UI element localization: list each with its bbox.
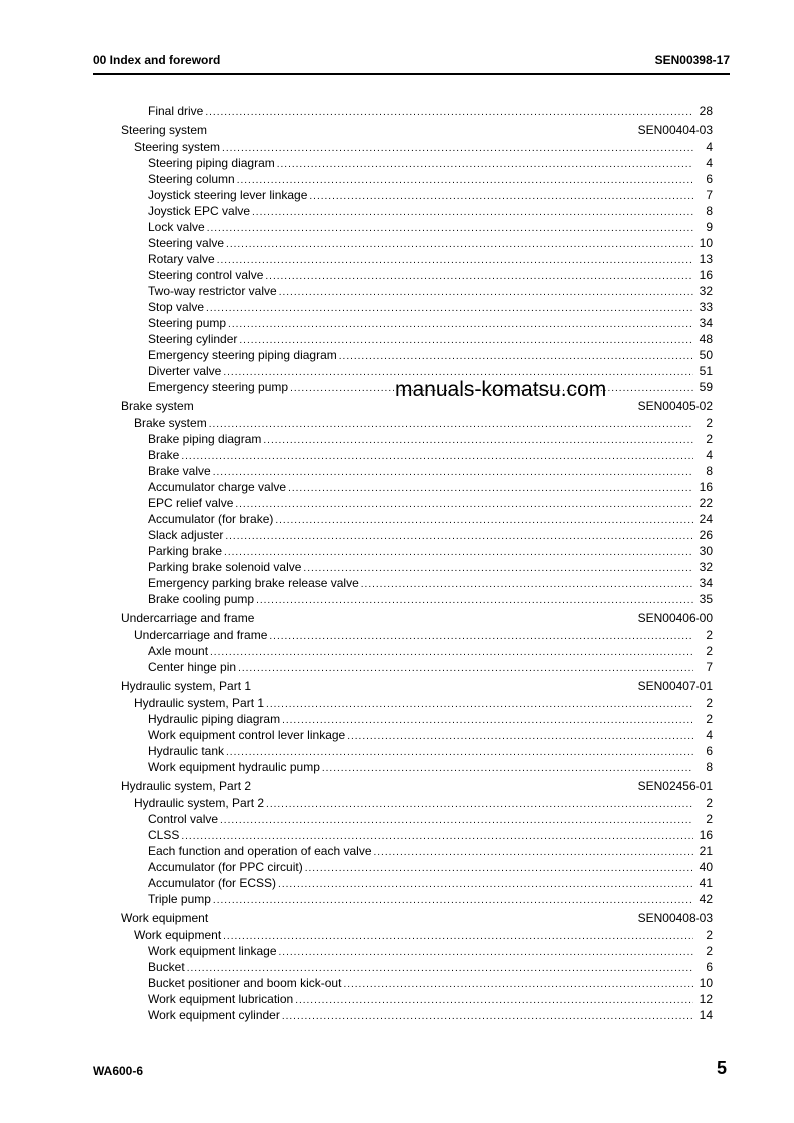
toc-entry-row[interactable]: [121, 627, 713, 643]
toc-entry-title: Triple pump: [148, 892, 211, 906]
dot-leader: [228, 317, 693, 331]
toc-entry-row[interactable]: [121, 659, 713, 675]
toc-entry-row[interactable]: [121, 559, 713, 575]
toc-page-number: 8: [706, 464, 713, 478]
toc-entry-title: Work equipment: [134, 928, 222, 942]
toc-page-number: 28: [699, 104, 713, 118]
toc-entry-title: Joystick steering lever linkage: [148, 188, 308, 202]
toc-entry-row[interactable]: [121, 743, 713, 759]
toc-entry-title: Stop valve: [148, 300, 205, 314]
dot-leader: [226, 745, 693, 759]
dot-leader: [343, 977, 693, 991]
dot-leader: [235, 497, 693, 511]
toc-entry-title: Bucket: [148, 960, 185, 974]
dot-leader: [347, 729, 693, 743]
toc-entry-row[interactable]: [121, 859, 713, 875]
dot-leader: [220, 813, 693, 827]
toc-page-number: 32: [699, 284, 713, 298]
dot-leader: [361, 577, 693, 591]
toc-page-number: 26: [699, 528, 713, 542]
toc-section-row[interactable]: [121, 677, 713, 695]
toc-page-number: 4: [706, 448, 713, 462]
dot-leader: [279, 945, 693, 959]
dot-leader: [181, 449, 693, 463]
dot-leader: [205, 105, 693, 119]
dot-leader: [209, 417, 693, 431]
toc-entry-title: Hydraulic system, Part 1: [121, 679, 252, 693]
toc-entry-title: Control valve: [148, 812, 219, 826]
toc-page-number: 2: [706, 944, 713, 958]
toc-doc-code: SEN00405-02: [637, 399, 713, 413]
toc-entry-title: Accumulator (for ECSS): [148, 876, 277, 890]
dot-leader: [278, 877, 693, 891]
dot-leader: [303, 561, 693, 575]
toc-entry-title: Brake system: [121, 399, 194, 413]
toc-entry-title: Parking brake: [148, 544, 223, 558]
toc-entry-title: Work equipment hydraulic pump: [148, 760, 320, 774]
toc-entry-row[interactable]: [121, 479, 713, 495]
dot-leader: [226, 237, 693, 251]
toc-entry-title: Steering system: [134, 140, 221, 154]
toc-page-number: 2: [706, 928, 713, 942]
toc-section-row[interactable]: [121, 909, 713, 927]
toc-entry-title: Steering pump: [148, 316, 227, 330]
toc-entry-row[interactable]: [121, 543, 713, 559]
toc-doc-code: SEN00404-03: [637, 123, 713, 137]
toc-entry-row[interactable]: [121, 1007, 713, 1023]
toc-entry-title: Each function and operation of each valve: [148, 844, 372, 858]
toc-entry-title: Accumulator (for brake): [148, 512, 274, 526]
dot-leader: [213, 893, 693, 907]
toc-entry-title: Final drive: [148, 104, 204, 118]
dot-leader: [225, 529, 693, 543]
watermark: manuals-komatsu.com: [395, 378, 607, 401]
toc-page-number: 34: [699, 576, 713, 590]
toc-entry-row[interactable]: [121, 891, 713, 907]
dot-leader: [266, 797, 693, 811]
toc-page-number: 10: [699, 976, 713, 990]
toc-page-number: 4: [706, 140, 713, 154]
toc-entry-title: Hydraulic system, Part 2: [134, 796, 265, 810]
toc-entry-title: Center hinge pin: [148, 660, 237, 674]
toc-page-number: 8: [706, 204, 713, 218]
toc-entry-row[interactable]: [121, 875, 713, 891]
toc-page-number: 6: [706, 744, 713, 758]
footer-page-number: 5: [717, 1058, 728, 1078]
toc-entry-row[interactable]: [121, 251, 713, 267]
toc-entry-row[interactable]: [121, 695, 713, 711]
dot-leader: [181, 829, 693, 843]
toc-entry-title: Rotary valve: [148, 252, 215, 266]
toc-entry-title: Steering piping diagram: [148, 156, 275, 170]
dot-leader: [217, 253, 693, 267]
toc-entry-title: Undercarriage and frame: [134, 628, 268, 642]
toc-entry-title: Work equipment lubrication: [148, 992, 294, 1006]
toc-page-number: 33: [699, 300, 713, 314]
dot-leader: [305, 861, 693, 875]
toc-entry-title: Steering cylinder: [148, 332, 238, 346]
toc-page-number: 7: [706, 188, 713, 202]
dot-leader: [187, 961, 693, 975]
dot-leader: [223, 365, 693, 379]
toc-page-number: 32: [699, 560, 713, 574]
dot-leader: [265, 269, 693, 283]
toc-entry-row[interactable]: [121, 267, 713, 283]
toc-page-number: 2: [706, 416, 713, 430]
toc-entry-title: Two-way restrictor valve: [148, 284, 277, 298]
toc-page-number: 2: [706, 644, 713, 658]
toc-entry-row[interactable]: [121, 103, 713, 119]
toc-doc-code: SEN00408-03: [637, 911, 713, 925]
toc-entry-row[interactable]: [121, 759, 713, 775]
toc-entry-title: Steering column: [148, 172, 235, 186]
toc-page-number: 21: [699, 844, 713, 858]
dot-leader: [282, 1009, 693, 1023]
dot-leader: [210, 645, 693, 659]
toc-doc-code: SEN00407-01: [637, 679, 713, 693]
toc-entry-title: Steering system: [121, 123, 208, 137]
header-section-title: 00 Index and foreword: [93, 53, 221, 67]
toc-entry-row[interactable]: [121, 447, 713, 463]
toc-page-number: 4: [706, 728, 713, 742]
toc-entry-row[interactable]: [121, 415, 713, 431]
toc-entry-title: Brake: [148, 448, 180, 462]
toc-page-number: 13: [699, 252, 713, 266]
dot-leader: [339, 349, 693, 363]
dot-leader: [256, 593, 693, 607]
toc-entry-title: Work equipment cylinder: [148, 1008, 280, 1022]
dot-leader: [309, 189, 693, 203]
toc-entry-row[interactable]: [121, 843, 713, 859]
toc-page-number: 8: [706, 760, 713, 774]
toc-entry-row[interactable]: [121, 975, 713, 991]
dot-leader: [222, 141, 693, 155]
toc-page-number: 22: [699, 496, 713, 510]
toc-page-number: 30: [699, 544, 713, 558]
dot-leader: [288, 481, 693, 495]
toc-entry-row[interactable]: [121, 347, 713, 363]
toc-entry-title: Brake piping diagram: [148, 432, 262, 446]
page-header: [93, 53, 730, 67]
toc-page-number: 6: [706, 172, 713, 186]
toc-entry-title: Hydraulic piping diagram: [148, 712, 281, 726]
toc-entry-title: Steering control valve: [148, 268, 264, 282]
toc-entry-title: Work equipment linkage: [148, 944, 277, 958]
toc-page-number: 6: [706, 960, 713, 974]
dot-leader: [269, 629, 693, 643]
toc-page-number: 16: [699, 480, 713, 494]
toc-entry-title: Lock valve: [148, 220, 205, 234]
toc-entry-row[interactable]: [121, 299, 713, 315]
toc-page-number: 14: [699, 1008, 713, 1022]
toc-doc-code: SEN02456-01: [637, 779, 713, 793]
toc-entry-row[interactable]: [121, 331, 713, 347]
toc-page-number: 41: [699, 876, 713, 890]
toc-entry-row[interactable]: [121, 155, 713, 171]
toc-entry-title: Steering valve: [148, 236, 225, 250]
toc-entry-row[interactable]: [121, 219, 713, 235]
dot-leader: [223, 929, 693, 943]
dot-leader: [282, 713, 693, 727]
toc-entry-title: Bucket positioner and boom kick-out: [148, 976, 342, 990]
toc-page-number: 2: [706, 796, 713, 810]
toc-page-number: 24: [699, 512, 713, 526]
toc-entry-title: Undercarriage and frame: [121, 611, 255, 625]
toc-entry-title: Hydraulic system, Part 2: [121, 779, 252, 793]
toc-entry-row[interactable]: [121, 811, 713, 827]
toc-page-number: 50: [699, 348, 713, 362]
header-doc-code: SEN00398-17: [654, 53, 730, 67]
toc-entry-title: Parking brake solenoid valve: [148, 560, 302, 574]
toc-entry-row[interactable]: [121, 431, 713, 447]
toc-entry-row[interactable]: [121, 711, 713, 727]
toc-entry-row[interactable]: [121, 187, 713, 203]
toc-page-number: 2: [706, 432, 713, 446]
dot-leader: [237, 173, 693, 187]
toc-entry-title: Accumulator charge valve: [148, 480, 287, 494]
toc-page-number: 16: [699, 828, 713, 842]
toc-entry-title: Axle mount: [148, 644, 209, 658]
toc-entry-title: Hydraulic tank: [148, 744, 225, 758]
toc-entry-title: Brake system: [134, 416, 207, 430]
dot-leader: [263, 433, 693, 447]
toc-entry-row[interactable]: [121, 495, 713, 511]
dot-leader: [238, 661, 693, 675]
toc-doc-code: SEN00406-00: [637, 611, 713, 625]
dot-leader: [206, 301, 693, 315]
toc-entry-row[interactable]: [121, 991, 713, 1007]
toc-entry-title: Accumulator (for PPC circuit): [148, 860, 303, 874]
toc-entry-title: Joystick EPC valve: [148, 204, 251, 218]
toc-entry-title: EPC relief valve: [148, 496, 234, 510]
dot-leader: [266, 697, 693, 711]
toc-entry-title: Hydraulic system, Part 1: [134, 696, 265, 710]
dot-leader: [275, 513, 693, 527]
toc-page-number: 34: [699, 316, 713, 330]
toc-page-number: 2: [706, 696, 713, 710]
toc-entry-title: Work equipment control lever linkage: [148, 728, 346, 742]
toc-section-row[interactable]: [121, 777, 713, 795]
footer-model: WA600-6: [93, 1064, 144, 1078]
toc-page-number: 40: [699, 860, 713, 874]
toc-entry-title: Brake valve: [148, 464, 211, 478]
toc-page-number: 2: [706, 712, 713, 726]
toc-entry-row[interactable]: [121, 139, 713, 155]
toc-entry-title: Emergency steering piping diagram: [148, 348, 337, 362]
toc-entry-title: CLSS: [148, 828, 180, 842]
toc-entry-title: Slack adjuster: [148, 528, 224, 542]
toc-section-row[interactable]: [121, 609, 713, 627]
toc-entry-row[interactable]: [121, 943, 713, 959]
toc-page-number: 7: [706, 660, 713, 674]
dot-leader: [213, 465, 693, 479]
toc-entry-row[interactable]: [121, 727, 713, 743]
toc-page-number: 16: [699, 268, 713, 282]
dot-leader: [322, 761, 693, 775]
toc-entry-row[interactable]: [121, 927, 713, 943]
toc-entry-row[interactable]: [121, 463, 713, 479]
toc-entry-row[interactable]: [121, 591, 713, 607]
toc-page-number: 9: [706, 220, 713, 234]
header-rule: [93, 73, 730, 75]
toc-page-number: 48: [699, 332, 713, 346]
dot-leader: [374, 845, 694, 859]
toc-entry-row[interactable]: [121, 235, 713, 251]
toc-page-number: 2: [706, 628, 713, 642]
toc-entry-row[interactable]: [121, 795, 713, 811]
toc-entry-row[interactable]: [121, 575, 713, 591]
toc-page-number: 51: [699, 364, 713, 378]
toc-entry-row[interactable]: [121, 827, 713, 843]
toc-entry-title: Work equipment: [121, 911, 209, 925]
toc-entry-row[interactable]: [121, 527, 713, 543]
toc-entry-row[interactable]: [121, 171, 713, 187]
toc-entry-row[interactable]: [121, 363, 713, 379]
toc-page-number: 42: [699, 892, 713, 906]
toc-page-number: 35: [699, 592, 713, 606]
dot-leader: [295, 993, 693, 1007]
toc-entry-row[interactable]: [121, 203, 713, 219]
dot-leader: [252, 205, 693, 219]
dot-leader: [239, 333, 693, 347]
table-of-contents: [121, 103, 713, 1023]
toc-entry-row[interactable]: [121, 643, 713, 659]
toc-entry-title: Brake cooling pump: [148, 592, 255, 606]
toc-page-number: 10: [699, 236, 713, 250]
toc-page-number: 2: [706, 812, 713, 826]
toc-entry-row[interactable]: [121, 283, 713, 299]
toc-entry-title: Emergency parking brake release valve: [148, 576, 359, 590]
toc-page-number: 12: [699, 992, 713, 1006]
dot-leader: [207, 221, 693, 235]
toc-entry-row[interactable]: [121, 315, 713, 331]
toc-entry-title: Diverter valve: [148, 364, 222, 378]
toc-section-row[interactable]: [121, 121, 713, 139]
dot-leader: [277, 157, 693, 171]
toc-entry-title: Emergency steering pump: [148, 380, 289, 394]
toc-entry-row[interactable]: [121, 511, 713, 527]
toc-page-number: 4: [706, 156, 713, 170]
dot-leader: [224, 545, 693, 559]
toc-entry-row[interactable]: [121, 959, 713, 975]
toc-page-number: 59: [699, 380, 713, 394]
dot-leader: [279, 285, 693, 299]
